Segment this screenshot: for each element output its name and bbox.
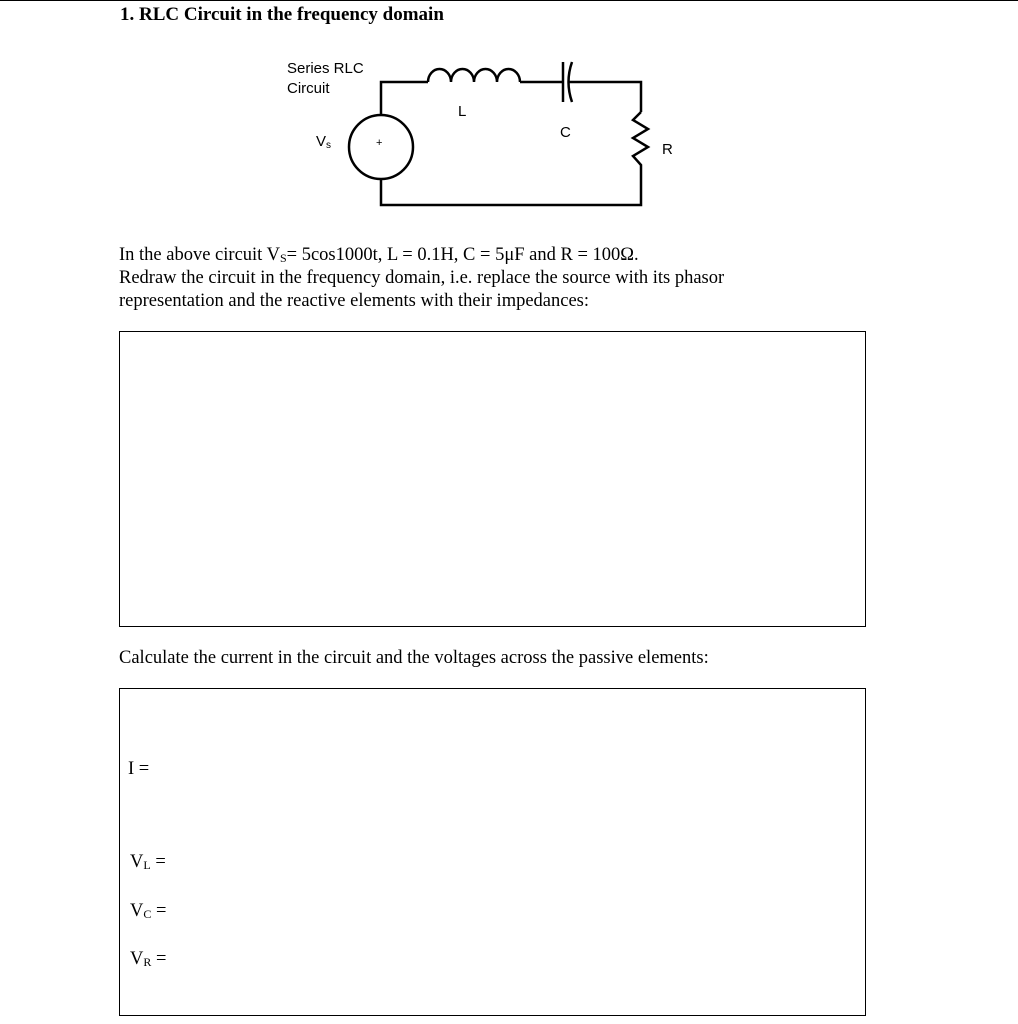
inductor-label: L: [458, 103, 467, 120]
problem-line-1: In the above circuit $V_S= 5\cos 1000t$, L = 0.1H, C = 5μF and R = 100Ω.: [119, 245, 639, 265]
source-label: $V_s$: [316, 133, 332, 151]
capacitor-label: C: [560, 124, 571, 141]
vc-label: $V_C$ =: [130, 901, 167, 921]
section-title: 1. RLC Circuit in the frequency domain: [120, 4, 444, 25]
question-2: Calculate the current in the circuit and the voltages across the passive elements:: [119, 648, 709, 668]
answer-box-circuit[interactable]: [119, 331, 866, 627]
vl-label: $V_L$ =: [130, 852, 166, 872]
answer-box-calculations[interactable]: [119, 688, 866, 1016]
resistor-zigzag: [381, 112, 648, 205]
resistor-label: R: [662, 141, 673, 158]
plus-sign: +: [376, 137, 383, 149]
inductor-coil: [428, 69, 520, 82]
wire: [520, 82, 641, 112]
caption-line: Circuit: [287, 80, 330, 97]
wire: [381, 82, 428, 115]
problem-line-2: Redraw the circuit in the frequency domain, i.e. replace the source with its phasor: [119, 268, 725, 288]
problem-line-3: representation and the reactive elements with their impedances:: [119, 291, 590, 311]
vr-label: $V_R$ =: [130, 949, 167, 969]
rlc-circuit-diagram: [0, 0, 1018, 240]
current-label: I =: [128, 759, 150, 779]
caption-line: Series RLC: [287, 60, 364, 77]
